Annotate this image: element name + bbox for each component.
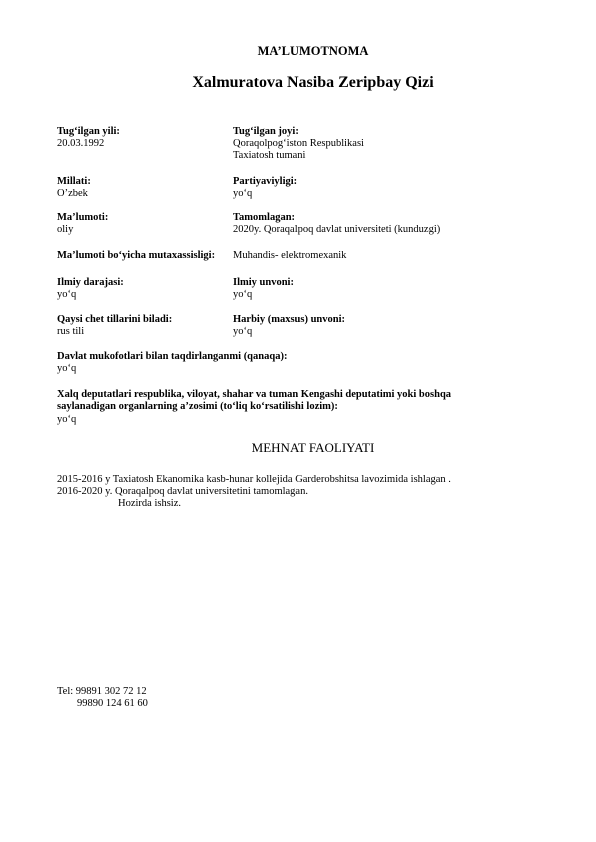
work-entry: 2016-2020 y. Qoraqalpoq davlat universitetini tamomlagan. <box>57 486 308 497</box>
languages-label: Qaysi chet tillarini biladi: <box>57 314 173 325</box>
education-label: Ma’lumoti: <box>57 212 109 223</box>
full-name: Xalmuratova Nasiba Zeripbay Qizi <box>192 74 434 91</box>
birth-place-label: Tug‘ilgan joyi: <box>233 126 299 137</box>
graduated-value: 2020y. Qoraqalpoq davlat universiteti (kunduzgi) <box>233 224 441 235</box>
academic-title-value: yo‘q <box>233 289 253 300</box>
nationality-value: O’zbek <box>57 188 88 199</box>
work-entry: 2015-2016 y Taxiatosh Ekanomika kasb-hunar kollejida Garderobshitsa lavozimida ishlagan . <box>57 474 451 485</box>
party-label: Partiyaviyligi: <box>233 176 298 187</box>
deputy-label: Xalq deputatlari respublika, viloyat, shahar va tuman Kengashi deputatimi yoki boshqa saylanadigan organlarning a’zosimi (to‘liq ko‘rsatilishi lozim): <box>57 389 452 412</box>
birth-place-line2: Taxiatosh tumani <box>233 150 306 161</box>
awards-label: Davlat mukofotlari bilan taqdirlanganmi (qanaqa): <box>57 351 288 362</box>
degree-label: Ilmiy darajasi: <box>57 277 124 288</box>
nationality-label: Millati: <box>57 176 91 187</box>
party-value: yo‘q <box>233 188 253 199</box>
education-value: oliy <box>57 224 74 235</box>
deputy-value: yo‘q <box>57 414 77 425</box>
phone-line-1: Tel: 99891 302 72 12 <box>57 686 147 697</box>
military-label: Harbiy (maxsus) unvoni: <box>233 314 346 325</box>
birth-year-value: 20.03.1992 <box>57 138 105 149</box>
phone-line-2: 99890 124 61 60 <box>77 698 148 709</box>
graduated-label: Tamomlagan: <box>233 212 296 223</box>
birth-place-line1: Qoraqolpog‘iston Respublikasi <box>233 138 364 149</box>
work-entry: Hozirda ishsiz. <box>118 498 181 509</box>
birth-year-label: Tug‘ilgan yili: <box>57 126 120 137</box>
document-title: MA’LUMOTNOMA <box>257 44 369 58</box>
academic-title-label: Ilmiy unvoni: <box>233 277 294 288</box>
awards-value: yo‘q <box>57 363 77 374</box>
work-history-heading: MEHNAT FAOLIYATI <box>251 440 375 455</box>
languages-value: rus tili <box>57 326 85 337</box>
military-value: yo‘q <box>233 326 253 337</box>
specialty-value: Muhandis- elektromexanik <box>233 250 347 261</box>
specialty-label: Ma’lumoti bo‘yicha mutaxassisligi: <box>57 250 216 261</box>
degree-value: yo‘q <box>57 289 77 300</box>
